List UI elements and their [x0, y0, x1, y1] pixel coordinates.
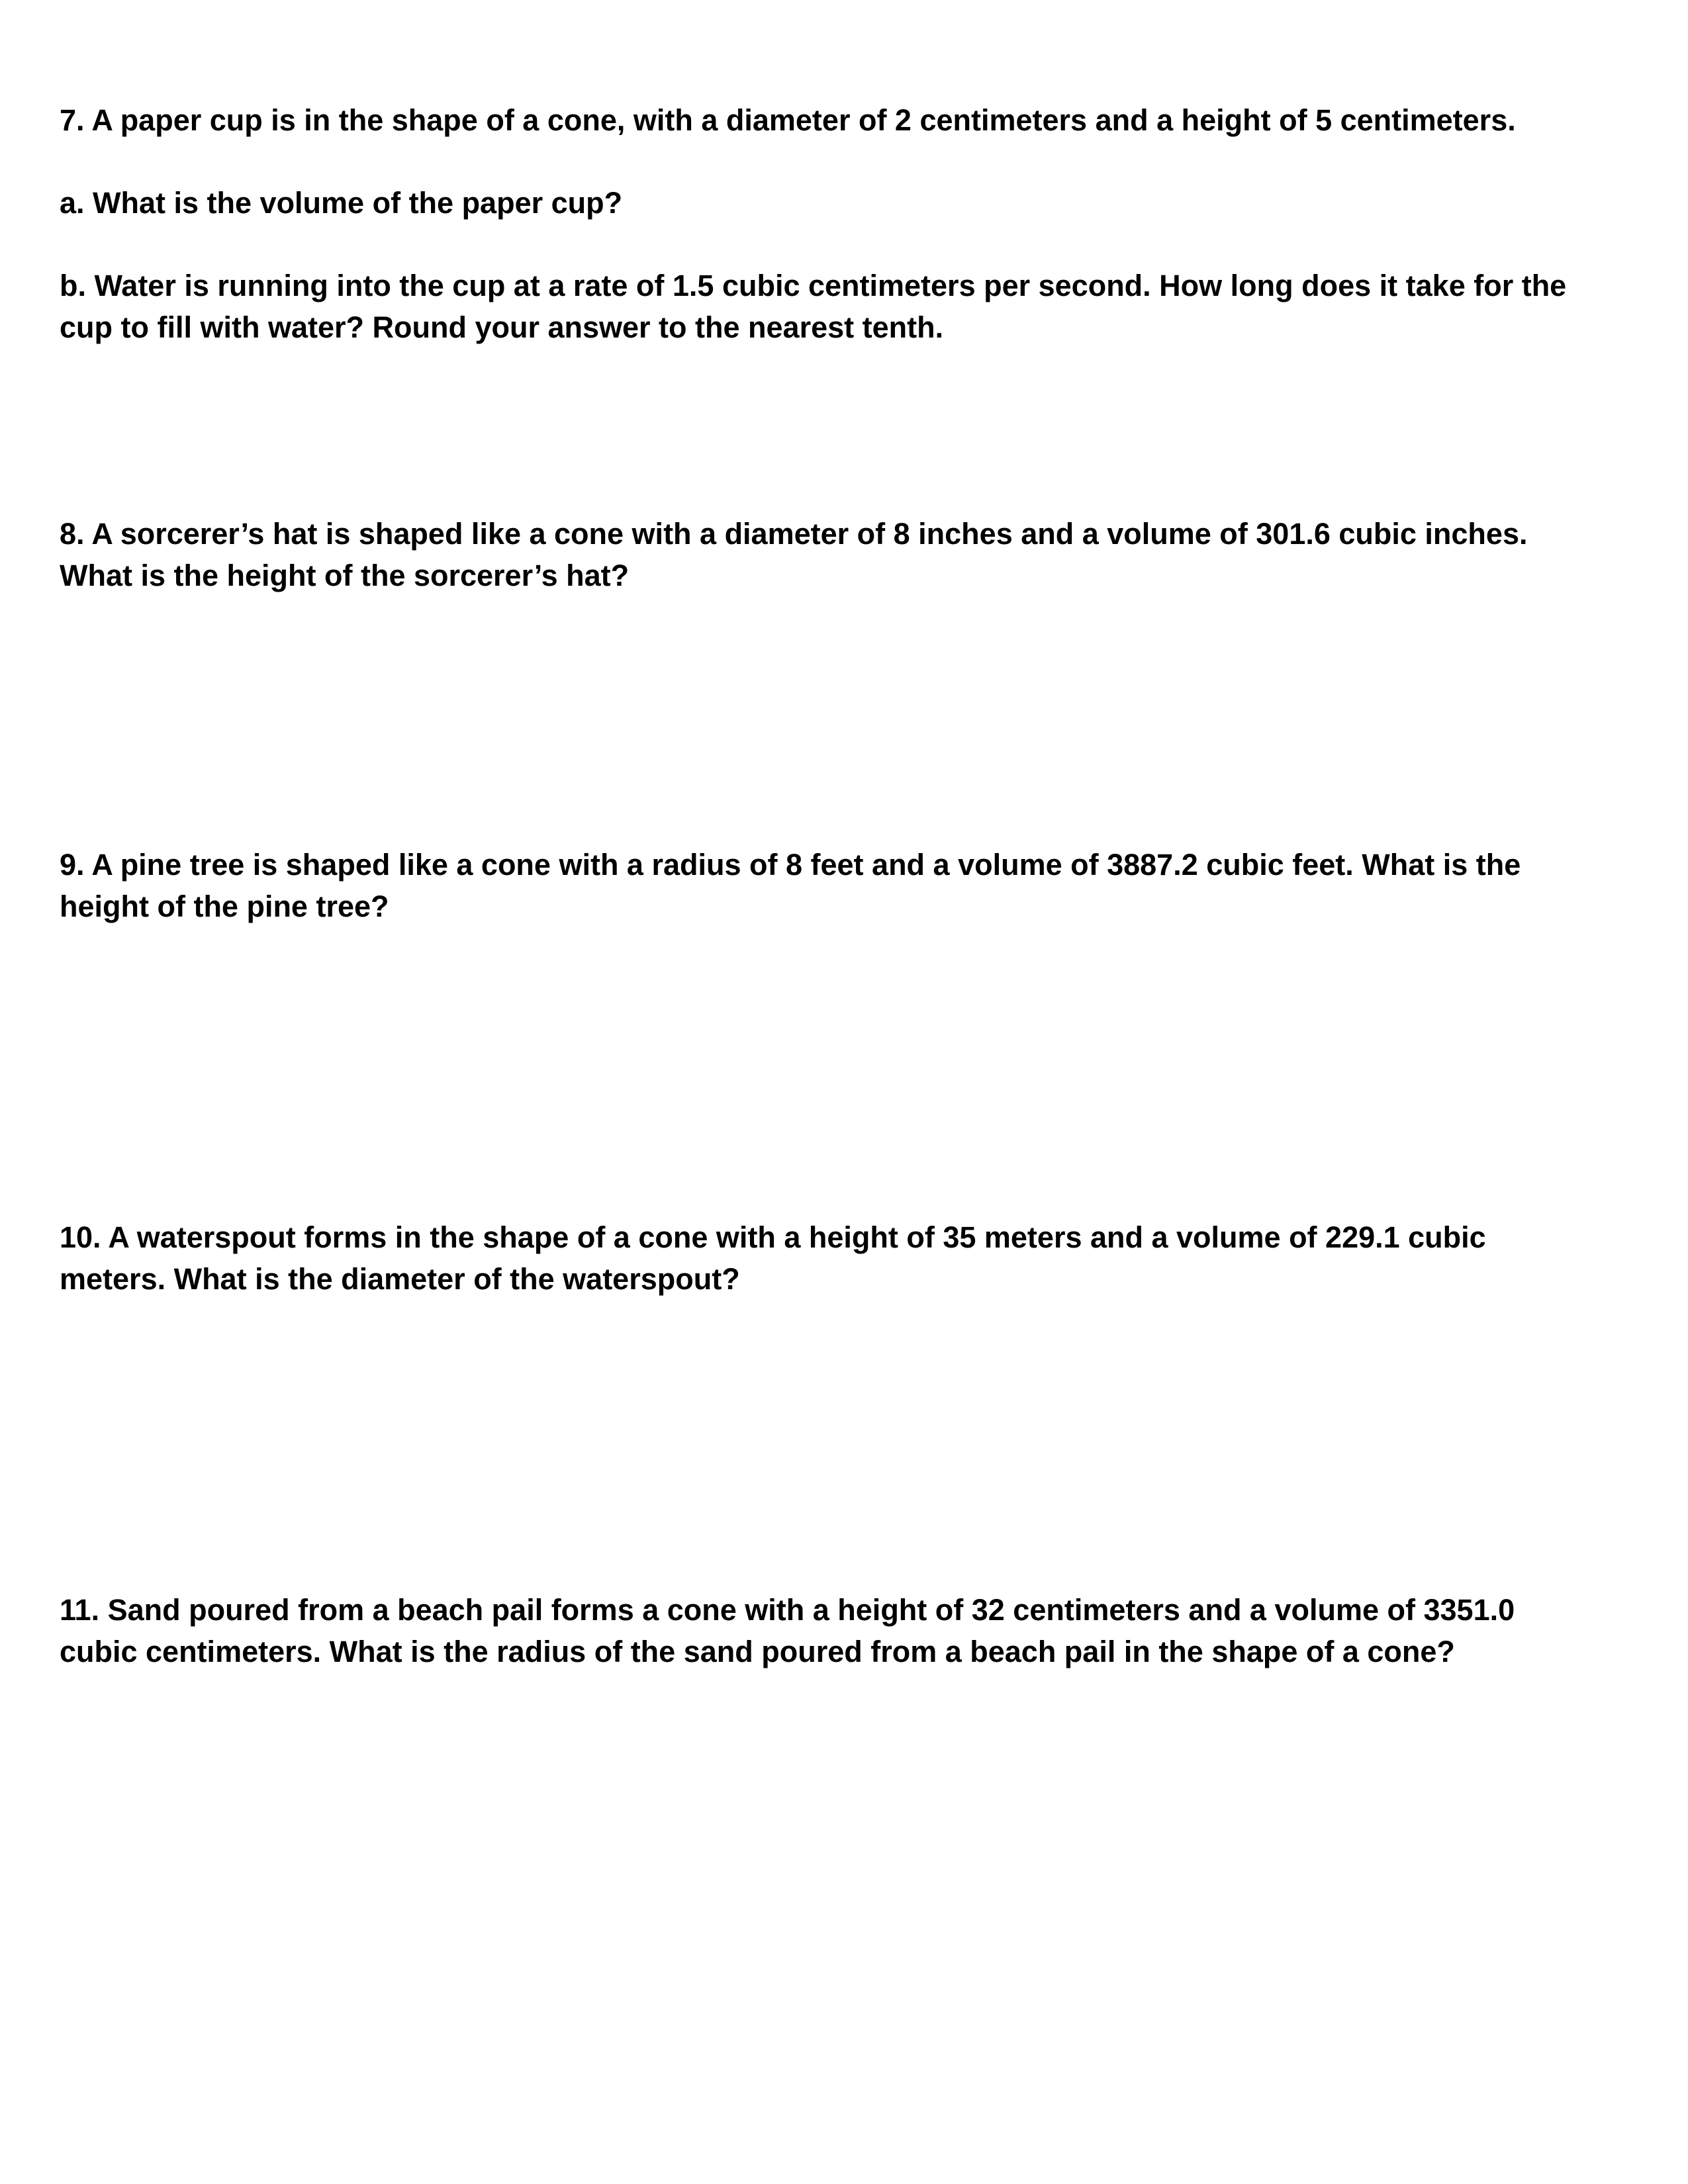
- question-7-part-b-line-1: b. Water is running into the cup at a rate of 1.5 cubic centimeters per second. How long does it take for the: [60, 269, 1567, 302]
- question-7-stem: 7. A paper cup is in the shape of a cone, with a diameter of 2 centimeters and a height of 5 centimeters.: [60, 103, 1516, 137]
- question-10-line-2: meters. What is the diameter of the waterspout?: [60, 1262, 740, 1296]
- question-7-part-a: a. What is the volume of the paper cup?: [60, 186, 623, 220]
- question-7-part-b-line-2: cup to fill with water? Round your answer to the nearest tenth.: [60, 310, 944, 344]
- question-11-line-1: 11. Sand poured from a beach pail forms a cone with a height of 32 centimeters and a volume of 3351.0: [60, 1593, 1515, 1627]
- question-8-line-1: 8. A sorcerer’s hat is shaped like a cone with a diameter of 8 inches and a volume of 301.6 cubic inches.: [60, 517, 1528, 551]
- question-9-line-2: height of the pine tree?: [60, 889, 389, 923]
- question-9-line-1: 9. A pine tree is shaped like a cone with a radius of 8 feet and a volume of 3887.2 cubic feet. What is the: [60, 848, 1521, 882]
- question-8-line-2: What is the height of the sorcerer’s hat?: [60, 559, 630, 592]
- question-10-line-1: 10. A waterspout forms in the shape of a cone with a height of 35 meters and a volume of 229.1 cubic: [60, 1220, 1486, 1254]
- question-11-line-2: cubic centimeters. What is the radius of the sand poured from a beach pail in the shape of a cone?: [60, 1635, 1455, 1668]
